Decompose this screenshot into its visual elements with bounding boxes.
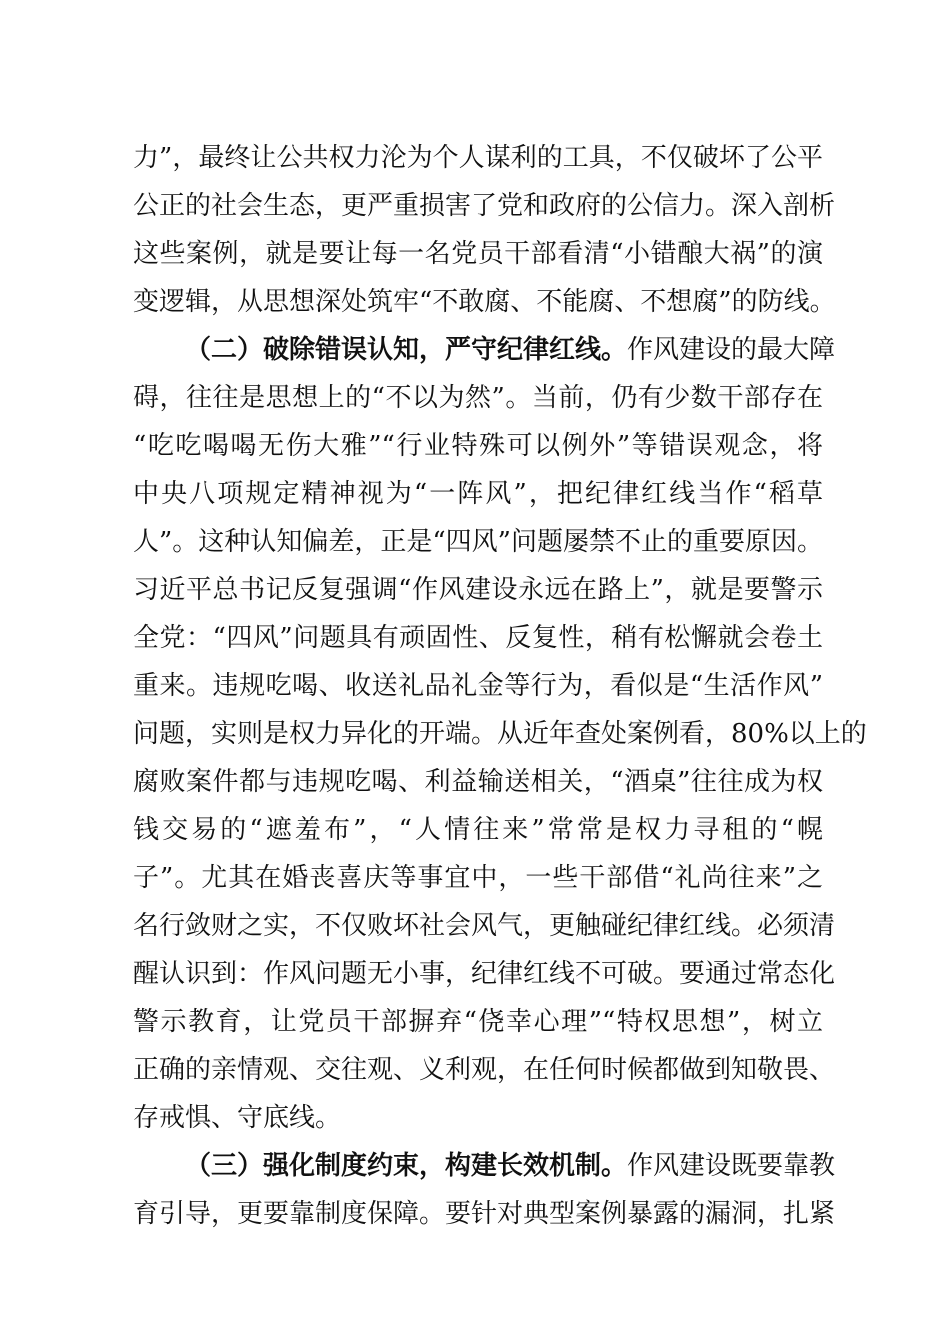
text-line: 钱交易的“遮羞布”，“人情往来”常常是权力寻租的“幌	[133, 815, 823, 845]
text-line: 存戒惧、守底线。	[133, 1103, 342, 1133]
text-line: 人”。这种认知偏差，正是“四风”问题屡禁不止的重要原因。	[133, 527, 823, 557]
section-heading-three: （三）强化制度约束，构建长效机制。	[185, 1151, 628, 1181]
text-line: 名行敛财之实，不仅败坏社会风气，更触碰纪律红线。必须清	[133, 911, 836, 941]
text-line: 中央八项规定精神视为“一阵风”，把纪律红线当作“稻草	[133, 479, 823, 509]
text-line: 这些案例，就是要让每一名党员干部看清“小错酿大祸”的演	[133, 239, 823, 269]
text-line: 醒认识到：作风问题无小事，纪律红线不可破。要通过常态化	[133, 959, 836, 989]
text-line: 全党：“四风”问题具有顽固性、反复性，稍有松懈就会卷土	[133, 623, 823, 653]
text-line: 公正的社会生态，更严重损害了党和政府的公信力。深入剖析	[133, 191, 836, 221]
text-fragment: 作风建设的最大障	[627, 335, 836, 365]
section-heading-two: （二）破除错误认知，严守纪律红线。	[185, 335, 628, 365]
text-line: 力”，最终让公共权力沦为个人谋利的工具，不仅破坏了公平	[133, 143, 823, 173]
section-heading-line	[185, 1142, 836, 1190]
text-line: 习近平总书记反复强调“作风建设永远在路上”，就是要警示	[133, 575, 823, 605]
text-line: 碍，往往是思想上的“不以为然”。当前，仍有少数干部存在	[133, 383, 823, 413]
text-line: 腐败案件都与违规吃喝、利益输送相关，“酒桌”往往成为权	[133, 767, 823, 797]
text-line: 问题，实则是权力异化的开端。从近年查处案例看，80%以上的	[133, 719, 867, 749]
text-line: 警示教育，让党员干部摒弃“侥幸心理”“特权思想”，树立	[133, 1007, 823, 1037]
text-fragment: 作风建设既要靠教	[627, 1151, 836, 1181]
section-heading-line	[185, 326, 836, 374]
text-line: 正确的亲情观、交往观、义利观，在任何时候都做到知敬畏、	[133, 1055, 836, 1085]
text-line: 重来。违规吃喝、收送礼品礼金等行为，看似是“生活作风”	[133, 671, 823, 701]
text-line: 子”。尤其在婚丧喜庆等事宜中，一些干部借“礼尚往来”之	[133, 863, 823, 893]
text-line: 育引导，更要靠制度保障。要针对典型案例暴露的漏洞，扎紧	[133, 1199, 836, 1229]
text-line: 变逻辑，从思想深处筑牢“不敢腐、不能腐、不想腐”的防线。	[133, 287, 836, 317]
text-line: “吃吃喝喝无伤大雅”“行业特殊可以例外”等错误观念，将	[133, 431, 823, 461]
